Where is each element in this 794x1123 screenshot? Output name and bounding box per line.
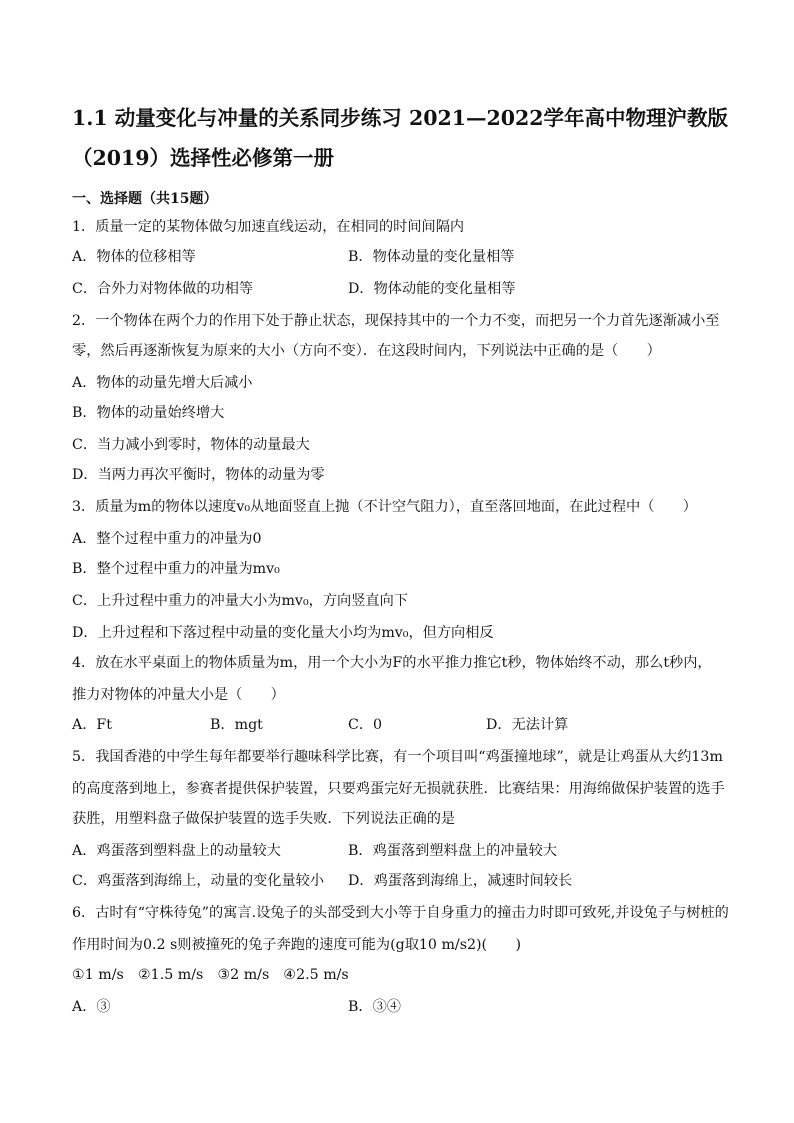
question-4-option-d: D．无法计算 xyxy=(486,717,569,733)
question-1-option-d: D．物体动能的变化量相等 xyxy=(348,281,516,297)
question-5-option-a: A．鸡蛋落到塑料盘上的动量较大 xyxy=(72,843,281,859)
question-1-option-a: A．物体的位移相等 xyxy=(72,249,196,265)
question-5-option-b: B．鸡蛋落到塑料盘上的冲量较大 xyxy=(348,843,558,859)
question-1-option-b: B．物体动量的变化量相等 xyxy=(348,249,515,265)
question-3-option-b: B．整个过程中重力的冲量为mv₀ xyxy=(72,561,280,577)
page-title-line-1: 1.1 动量变化与冲量的关系同步练习 2021—2022学年高中物理沪教版 xyxy=(72,106,729,130)
question-6-choices: ①1 m/s ②1.5 m/s ③2 m/s ④2.5 m/s xyxy=(72,967,349,983)
question-6-option-b: B．③④ xyxy=(348,999,401,1015)
question-2-option-a: A．物体的动量先增大后减小 xyxy=(72,375,253,391)
question-2-option-d: D．当两力再次平衡时，物体的动量为零 xyxy=(72,467,325,483)
question-2-stem-line-2: 零，然后再逐渐恢复为原来的大小（方向不变）．在这段时间内，下列说法中正确的是（ ） xyxy=(72,343,661,359)
question-1-stem: 1．质量一定的某物体做匀加速直线运动，在相同的时间间隔内 xyxy=(72,219,465,235)
question-3-option-c: C．上升过程中重力的冲量大小为mv₀，方向竖直向下 xyxy=(72,593,408,609)
question-3-option-a: A．整个过程中重力的冲量为0 xyxy=(72,531,262,547)
question-4-option-b: B．mgt xyxy=(210,717,263,733)
question-4-stem-line-2: 推力对物体的冲量大小是（ ） xyxy=(72,687,285,703)
section-heading: 一、选择题（共15题） xyxy=(72,191,218,207)
question-6-stem-line-2: 作用时间为0.2 s则被撞死的兔子奔跑的速度可能为(g取10 m/s2)( ) xyxy=(72,937,521,953)
question-4-stem-line-1: 4．放在水平桌面上的物体质量为m，用一个大小为F的水平推力推它t秒，物体始终不动，那么t秒内， xyxy=(72,655,712,671)
question-2-stem-line-1: 2．一个物体在两个力的作用下处于静止状态，现保持其中的一个力不变，而把另一个力首先逐渐减小至 xyxy=(72,313,720,329)
question-5-stem-line-1: 5．我国香港的中学生每年都要举行趣味科学比赛，有一个项目叫“鸡蛋撞地球”，就是让鸡蛋从大约13m xyxy=(72,749,723,765)
question-6-stem-line-1: 6．古时有“守株待兔”的寓言.设兔子的头部受到大小等于自身重力的撞击力时即可致死,并设兔子与树桩的 xyxy=(72,905,729,921)
question-2-option-c: C．当力减小到零时，物体的动量最大 xyxy=(72,437,310,453)
question-3-stem: 3．质量为m的物体以速度v₀从地面竖直上抛（不计空气阻力），直至落回地面，在此过程中（ ） xyxy=(72,499,697,515)
question-5-stem-line-3: 获胜，用塑料盘子做保护装置的选手失败．下列说法正确的是 xyxy=(72,811,456,827)
page-title-line-2: （2019）选择性必修第一册 xyxy=(72,146,335,170)
question-5-option-c: C．鸡蛋落到海绵上，动量的变化量较小 xyxy=(72,873,325,889)
question-4-option-a: A．Ft xyxy=(72,717,112,733)
question-5-stem-line-2: 的高度落到地上，参赛者提供保护装置，只要鸡蛋完好无损就获胜．比赛结果：用海绵做保护装置的选手 xyxy=(72,781,725,797)
question-2-option-b: B．物体的动量始终增大 xyxy=(72,405,225,421)
question-3-option-d: D．上升过程和下落过程中动量的变化量大小均为mv₀，但方向相反 xyxy=(72,625,494,641)
question-5-option-d: D．鸡蛋落到海绵上，减速时间较长 xyxy=(348,873,573,889)
question-6-option-a: A．③ xyxy=(72,999,111,1015)
question-1-option-c: C．合外力对物体做的功相等 xyxy=(72,281,254,297)
question-4-option-c: C．0 xyxy=(348,717,383,733)
